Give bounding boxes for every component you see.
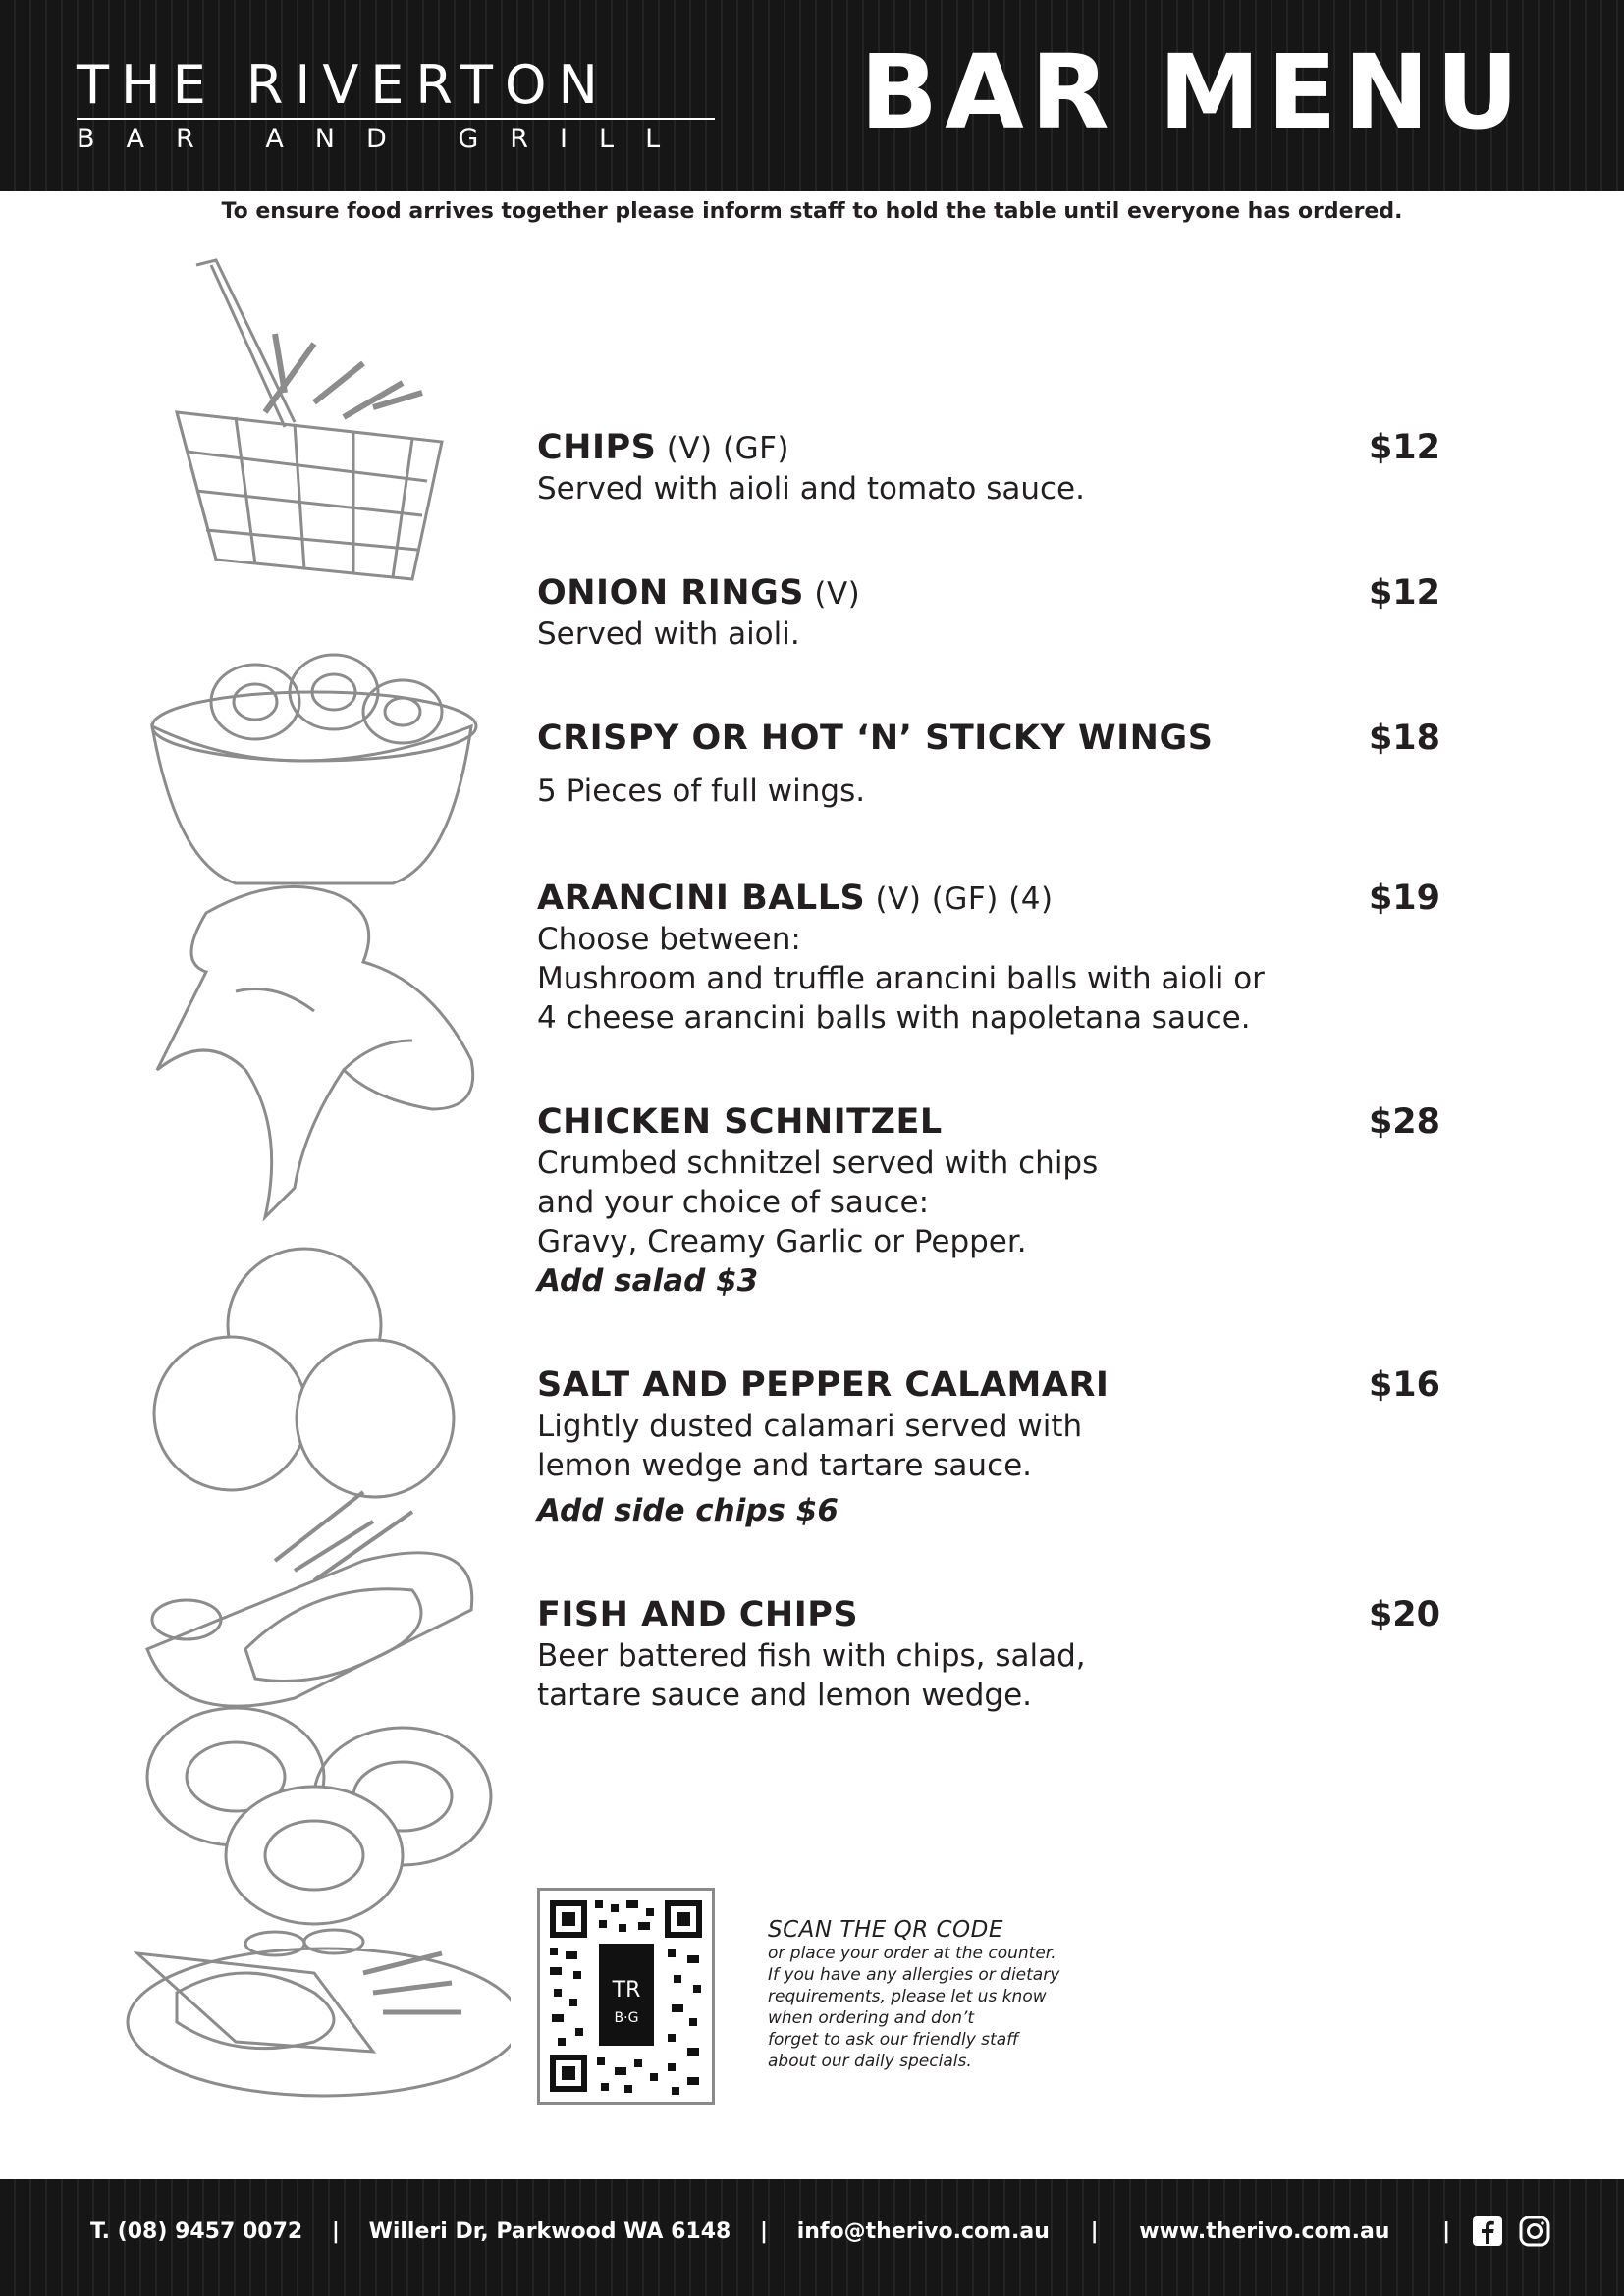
email-link[interactable]: info@therivo.com.au [796,2219,1050,2244]
fish-and-chips-illustration [128,1930,511,2096]
menu-item-wings [537,718,1440,878]
qr-code-graphic [540,1891,712,2102]
item-name: CHIPS [537,428,657,467]
qr-code[interactable] [537,1888,715,2105]
phone-number[interactable]: T. (08) 9457 0072 [90,2219,303,2244]
menu-item-calamari [537,1364,1440,1594]
item-tags: (V) [804,576,861,612]
website-link[interactable]: www.therivo.com.au [1139,2219,1390,2244]
onion-rings-illustration [147,1708,491,1924]
item-description: Beer battered fish with chips, salad, tartare sauce and lemon wedge. [537,1638,1086,1713]
calamari-plate-illustration [147,1492,472,1706]
item-description: Lightly dusted calamari served with lemon wedge and tartare sauce. [537,1409,1083,1483]
menu-item-arancini [537,878,1440,1101]
item-name: FISH AND CHIPS [537,1595,859,1634]
item-description: Served with aioli. [537,616,800,652]
item-name: ONION RINGS [537,573,804,613]
item-name: CRISPY OR HOT ‘N’ STICKY WINGS [537,719,1214,758]
item-description: Choose between: Mushroom and truffle arancini balls with aioli or 4 cheese arancini balls with napoletana sauce. [537,922,1265,1036]
item-name: SALT AND PEPPER CALAMARI [537,1365,1110,1405]
chicken-wing-illustration [157,886,473,1217]
arancini-balls-illustration [154,1249,454,1497]
separator: | [331,2219,340,2244]
separator: | [1090,2219,1099,2244]
item-price: $20 [1368,1595,1440,1634]
ordering-notice: To ensure food arrives together please inform staff to hold the table until everyone has ordered. [221,199,1403,224]
footer-bar [0,2179,1624,2296]
onion-rings-bowl-illustration [152,655,476,883]
header-banner [0,0,1624,191]
brand-name: THE RIVERTON [77,54,610,116]
food-illustrations [118,245,511,2110]
chips-basket-illustration [177,260,442,579]
instagram-icon[interactable] [1518,2215,1551,2248]
menu-item-schnitzel [537,1101,1440,1364]
separator: | [760,2219,769,2244]
brand-subtitle: BAR AND GRILL [77,124,692,154]
item-price: $16 [1368,1365,1440,1405]
page-title: BAR MENU [859,32,1526,152]
qr-logo-top: TR [612,1978,641,2002]
menu-items [537,427,1440,1722]
brand-logo [77,54,715,154]
item-tags: (V) (GF) [656,431,790,466]
item-name: CHICKEN SCHNITZEL [537,1102,943,1142]
qr-instructions [768,1917,1121,2072]
menu-item-onion-rings [537,572,1440,718]
qr-title: SCAN THE QR CODE [768,1917,1003,1943]
item-name: ARANCINI BALLS [537,879,866,918]
menu-item-fish-and-chips [537,1594,1440,1722]
item-price: $19 [1368,879,1440,918]
qr-logo-bottom: B·G [614,2010,639,2026]
item-description: Crumbed schnitzel served with chips and your choice of sauce: Gravy, Creamy Garlic or Pepper. [537,1146,1099,1259]
item-price: $12 [1368,573,1440,613]
item-price: $12 [1368,428,1440,467]
facebook-icon[interactable] [1471,2215,1504,2248]
brand-divider [77,118,715,120]
item-price: $18 [1368,719,1440,758]
contact-line [90,2219,1480,2244]
item-price: $28 [1368,1102,1440,1142]
item-tags: (V) (GF) (4) [865,881,1054,917]
item-addon: Add side chips $6 [537,1493,839,1528]
item-addon: Add salad $3 [537,1263,759,1299]
qr-body: or place your order at the counter. If you have any allergies or dietary requirements, please let us know when ordering and don’t forget to ask our friendly staff about our daily specials. [768,1944,1060,2071]
item-description: 5 Pieces of full wings. [537,774,866,809]
social-links [1471,2215,1551,2248]
menu-item-chips [537,427,1440,572]
item-description: Served with aioli and tomato sauce. [537,471,1085,507]
address: Willeri Dr, Parkwood WA 6148 [368,2219,731,2244]
separator: | [1442,2219,1451,2244]
